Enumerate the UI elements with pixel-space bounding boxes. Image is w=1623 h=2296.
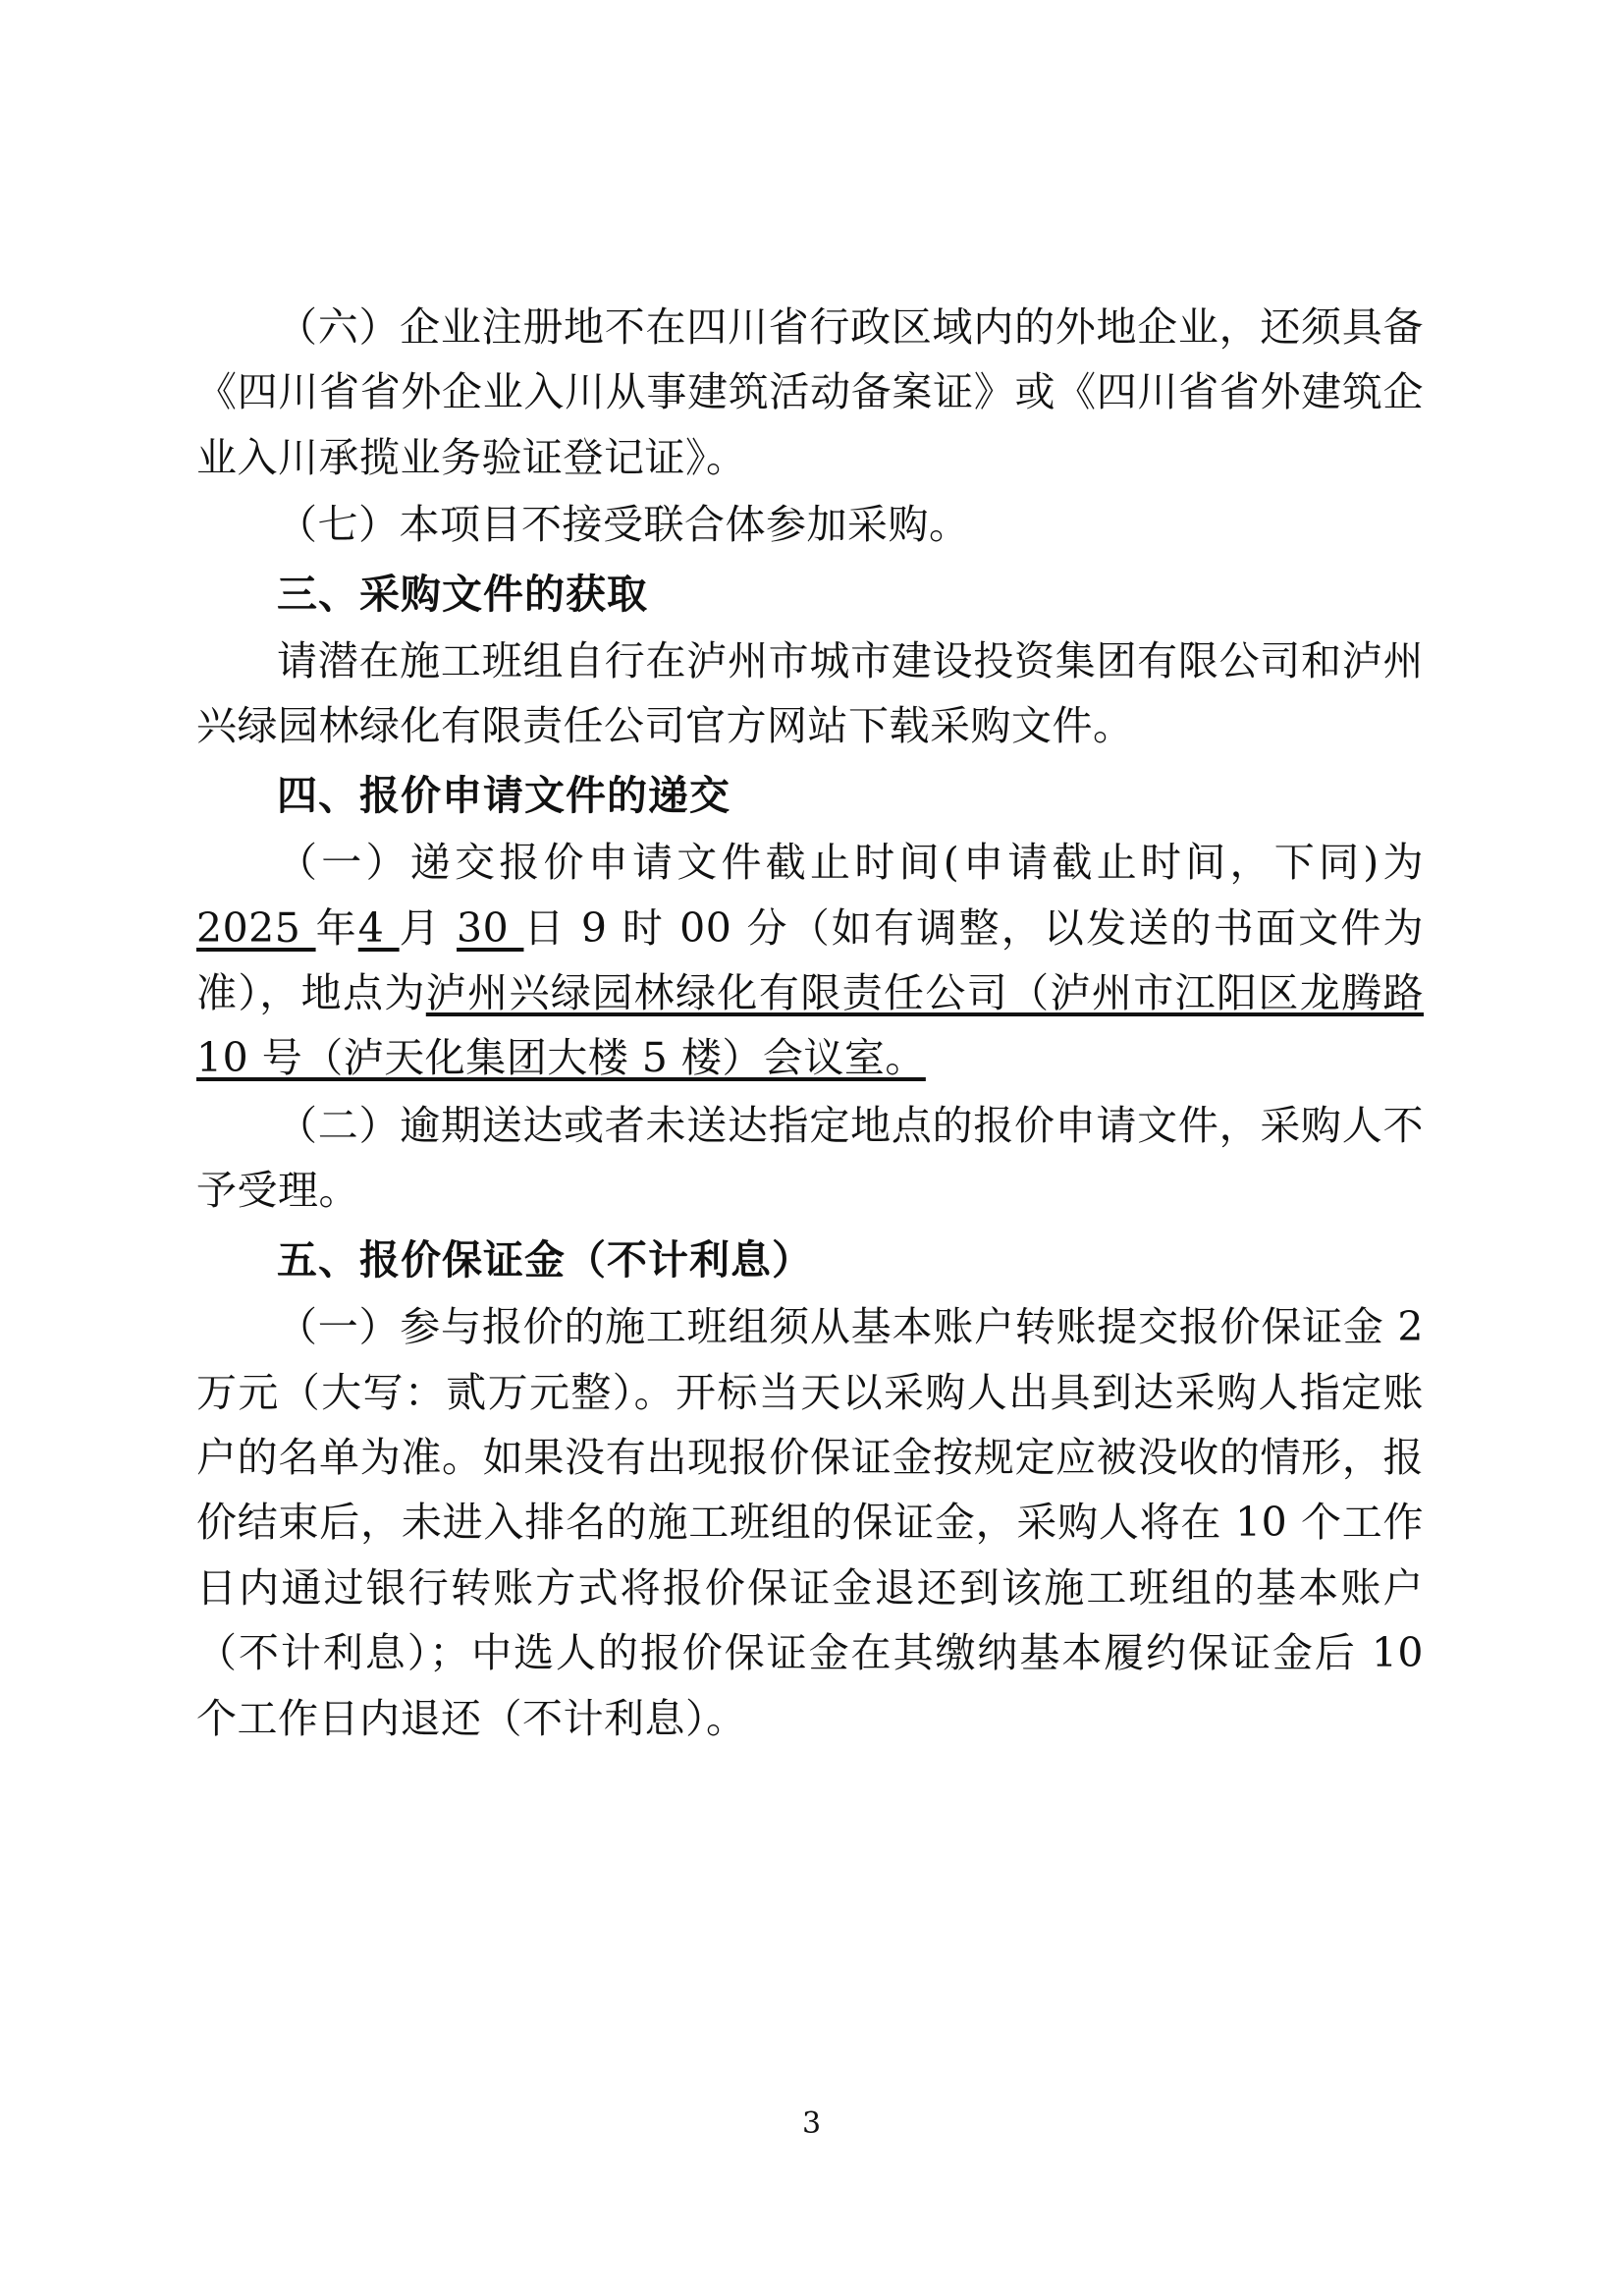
paragraph-section-3-body: 请潜在施工班组自行在泸州市城市建设投资集团有限公司和泸州兴绿园林绿化有限责任公司官方网站下载采购文件。: [196, 637, 1424, 750]
run-text: 日 9 时 00 分（如有调整，以发送的书面文件为准），地点为: [196, 903, 1424, 1017]
run-text: 年: [315, 903, 358, 952]
run-underline-month: 4: [357, 903, 400, 952]
paragraph-section-5-item-1: （一）参与报价的施工班组须从基本账户转账提交报价保证金 2 万元（大写：贰万元整）。开标当天以采购人出具到达采购人指定账户的名单为准。如果没有出现报价保证金按规定应被没收的情形，报价结束后，未进入排名的施工班组的保证金，采购人将在 10 个工作日内通过银行转账方式将报价保证金退还到该施工班组的基本账户（不计利息）；中选人的报价保证金在其缴纳基本履约保证金后 10 个工作日内退还（不计利息）。: [196, 1303, 1424, 1742]
heading-section-5: 五、报价保证金（不计利息）: [277, 1235, 813, 1284]
heading-section-3: 三、采购文件的获取: [277, 570, 648, 618]
run-underline-location: 泸州兴绿园林绿化有限责任公司（泸州市江阳区龙腾路 10 号（泸天化集团大楼 5 楼）会议室。: [196, 969, 1425, 1082]
run-text: 月: [399, 903, 458, 952]
paragraph-item6: （六）企业注册地不在四川省行政区域内的外地企业，还须具备《四川省省外企业入川从事建筑活动备案证》或《四川省省外建筑企业入川承揽业务验证登记证》。: [196, 303, 1424, 481]
paragraph-section-4-item-1: [196, 830, 1424, 1091]
document-body: [196, 295, 1424, 1753]
run-underline-year: 2025: [196, 903, 316, 952]
paragraph-item7: （七）本项目不接受联合体参加采购。: [277, 501, 970, 549]
run-underline-day: 30: [457, 903, 524, 952]
run-text: （一）递交报价申请文件截止时间(申请截止时间，下同)为: [277, 839, 1424, 887]
paragraph-section-4-item-2: （二）逾期送达或者未送达指定地点的报价申请文件，采购人不予受理。: [196, 1101, 1424, 1215]
heading-section-4: 四、报价申请文件的递交: [277, 771, 730, 819]
page-number: 3: [801, 2106, 822, 2141]
